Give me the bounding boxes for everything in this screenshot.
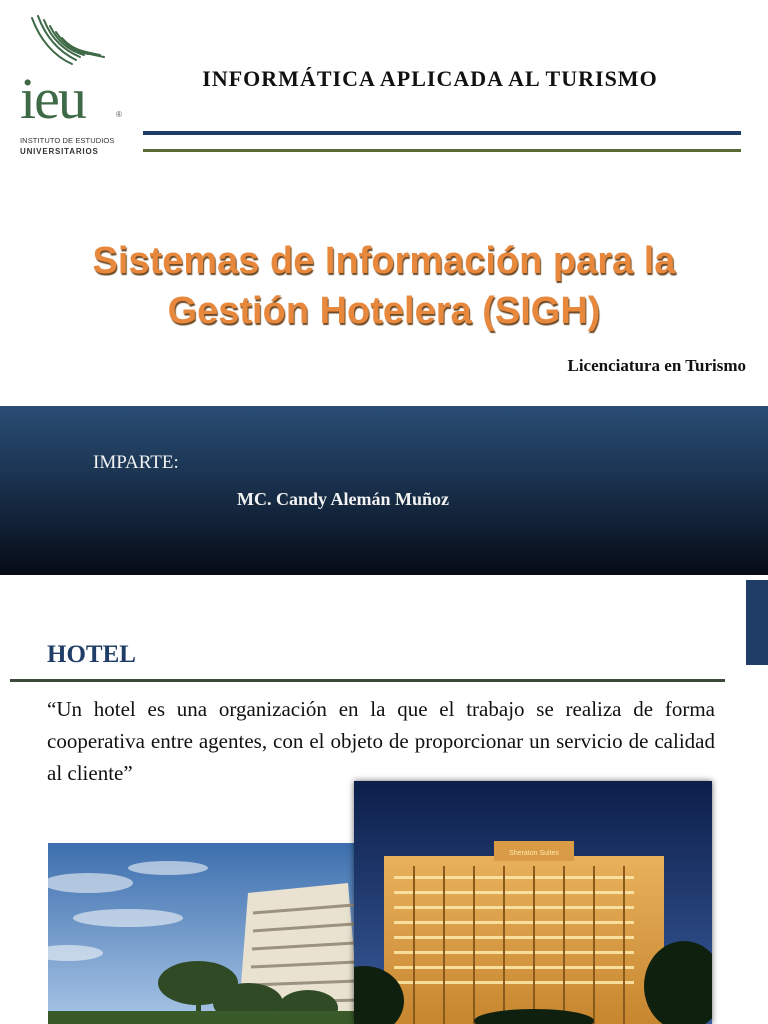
logo-university-line: UNIVERSITARIOS — [20, 147, 99, 156]
section-heading: HOTEL — [47, 641, 136, 668]
teacher-name: MC. Candy Alemán Muñoz — [237, 489, 450, 509]
degree-program: Licenciatura en Turismo — [567, 356, 746, 375]
logo-wordmark: ieu — [20, 66, 85, 131]
header-rule-green — [143, 149, 741, 152]
sheraton-hotel-photo — [354, 781, 712, 1024]
ieu-logo — [10, 10, 138, 160]
course-title: INFORMÁTICA APLICADA AL TURISMO — [202, 66, 658, 91]
presentation-title: Sistemas de Información para la Gestión Hotelera (SIGH) — [92, 240, 676, 332]
logo-institute-line: INSTITUTO DE ESTUDIOS — [20, 136, 115, 145]
section-rule — [10, 679, 725, 682]
beachfront-hotel-photo — [48, 843, 360, 1024]
registered-mark: ® — [116, 110, 122, 119]
hotel-slide — [0, 575, 768, 1024]
header-rule-blue — [143, 131, 741, 135]
hotel-definition-quote: “Un hotel es una organización en la que el trabajo se realiza de forma cooperativa entre agentes, con el objeto de proporcionar un servicio de calidad al cliente” — [47, 697, 715, 785]
accent-bar — [746, 580, 768, 665]
imparte-label: IMPARTE: — [93, 452, 179, 473]
hotel-sign-text: Sheraton Suites — [509, 850, 559, 857]
